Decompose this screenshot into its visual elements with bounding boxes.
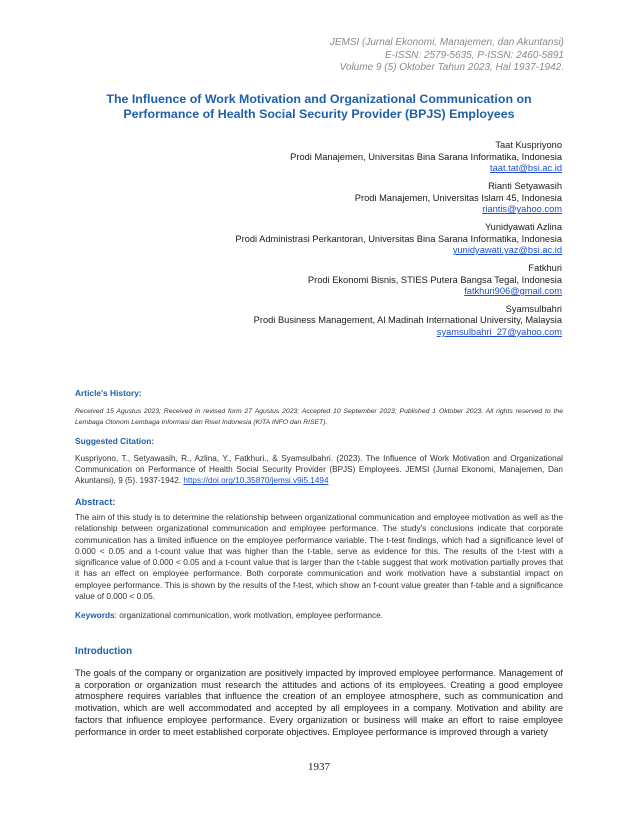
abstract-section <box>75 496 563 621</box>
citation-body: Kuspriyono, T., Setyawasih, R., Azlina, Y., Fatkhuri., & Syamsulbahri. (2023). The Influence of Work Motivation and Organizational Communication on Performance of Health Social Security Provider (BPJS) Employees. JEMSI (Jurnal Ekonomi, Manajemen, Dan Akuntansi), 9 (5). 1937-1942. <box>75 454 563 486</box>
doi-link[interactable]: https://doi.org/10.35870/jemsi.v9i5.1494 <box>183 476 329 486</box>
journal-name: JEMSI (Jurnal Ekonomi, Manajemen, dan Akuntansi) <box>329 37 564 48</box>
author-list <box>42 140 562 345</box>
citation-text <box>75 453 563 487</box>
history-text: Received 15 Agustus 2023; Received in revised form 27 Agustus 2023; Accepted 10 September 2023; Published 1 Oktober 2023. All rights reserved to the Lembaga Otonom Lembaga Informasi dan Riset Indonesia (KITA INFO dan RISET). <box>75 408 563 426</box>
author-email-link[interactable]: yunidyawati.yaz@bsi.ac.id <box>452 245 562 256</box>
author-affiliation: Prodi Ekonomi Bisnis, STIES Putera Bangsa Tegal, Indonesia <box>307 274 562 285</box>
paper-title <box>60 92 578 122</box>
author-block <box>42 263 562 298</box>
journal-issn: E-ISSN: 2579-5635, P-ISSN: 2460-5891 <box>385 49 564 61</box>
page-number: 1937 <box>308 761 330 773</box>
author-affiliation: Prodi Manajemen, Universitas Islam 45, Indonesia <box>354 192 562 203</box>
title-line-2: Performance of Health Social Security Provider (BPJS) Employees <box>123 107 515 121</box>
abstract-heading: Abstract: <box>75 497 116 507</box>
article-history <box>75 388 563 428</box>
keywords-line <box>75 610 563 621</box>
journal-volume: Volume 9 (5) Oktober Tahun 2023, Hal 1937-1942. <box>339 62 564 73</box>
abstract-text: The aim of this study is to determine the relationship between organizational communication and employee motivation as well as the relationship between organizational communication and employee performance. The study's conclusions indicate that corporate communication has a limited influence on the employee performance variable. The t-test findings, which had a significance level of 0.000 < 0.05 and a t-count value that was higher than the t-table, serve as evidence for this. The results of the t-test with a significance value of 0.000 < 0.05 and a t-count value that is larger than the t-table suggest that work motivation partially proves that it has an effect on employee performance. Both corporate communication and work motivation have a substantial impact on employee performance. This is shown by the results of the f-test, which show an f-count value greater than f-table and a significance value of 0.000 < 0.05. <box>75 512 563 602</box>
journal-header <box>164 37 564 75</box>
author-name: Syamsulbahri <box>505 303 562 314</box>
author-block <box>42 140 562 175</box>
author-email-link[interactable]: riantis@yahoo.com <box>482 204 562 215</box>
keywords-text: : organizational communication, work motivation, employee performance. <box>114 610 384 621</box>
author-name: Taat Kuspriyono <box>495 140 562 150</box>
introduction-heading: Introduction <box>75 646 133 657</box>
suggested-citation <box>75 436 563 487</box>
author-affiliation: Prodi Administrasi Perkantoran, Universitas Bina Sarana Informatika, Indonesia <box>235 233 562 244</box>
history-heading: Article's History: <box>75 388 142 398</box>
author-name: Rianti Setyawasih <box>488 180 562 191</box>
title-line-1: The Influence of Work Motivation and Organizational Communication on <box>106 92 532 106</box>
author-affiliation: Prodi Manajemen, Universitas Bina Sarana Informatika, Indonesia <box>290 151 562 162</box>
author-name: Yunidyawati Azlina <box>484 221 562 232</box>
citation-heading: Suggested Citation: <box>75 436 155 446</box>
author-email-link[interactable]: fatkhuri906@gmail.com <box>464 286 562 297</box>
author-email-link[interactable]: syamsulbahri_27@yahoo.com <box>436 327 562 338</box>
author-affiliation: Prodi Business Management, Al Madinah International University, Malaysia <box>253 315 562 326</box>
keywords-label: Keywords <box>75 610 115 621</box>
author-email-link[interactable]: taat.tat@bsi.ac.id <box>490 163 562 174</box>
author-block <box>42 222 562 257</box>
author-name: Fatkhuri <box>528 262 562 273</box>
introduction-section <box>75 646 563 738</box>
introduction-text: The goals of the company or organization are positively impacted by improved employee performance. Management of a corporation or organization must research the attitudes and actions of its employees. Creating a good employee atmosphere requires variables that influence the creation of an employee atmosphere, such as communication and motivation, which are well accommodated and accepted by all employees in a company. Motivation and ability are factors that influence employee performance. Every organization or business will make an effort to raise employee performance in order to meet established corporate objectives. Employee performance is improved through a variety <box>75 668 563 737</box>
author-block <box>42 181 562 216</box>
author-block <box>42 304 562 339</box>
